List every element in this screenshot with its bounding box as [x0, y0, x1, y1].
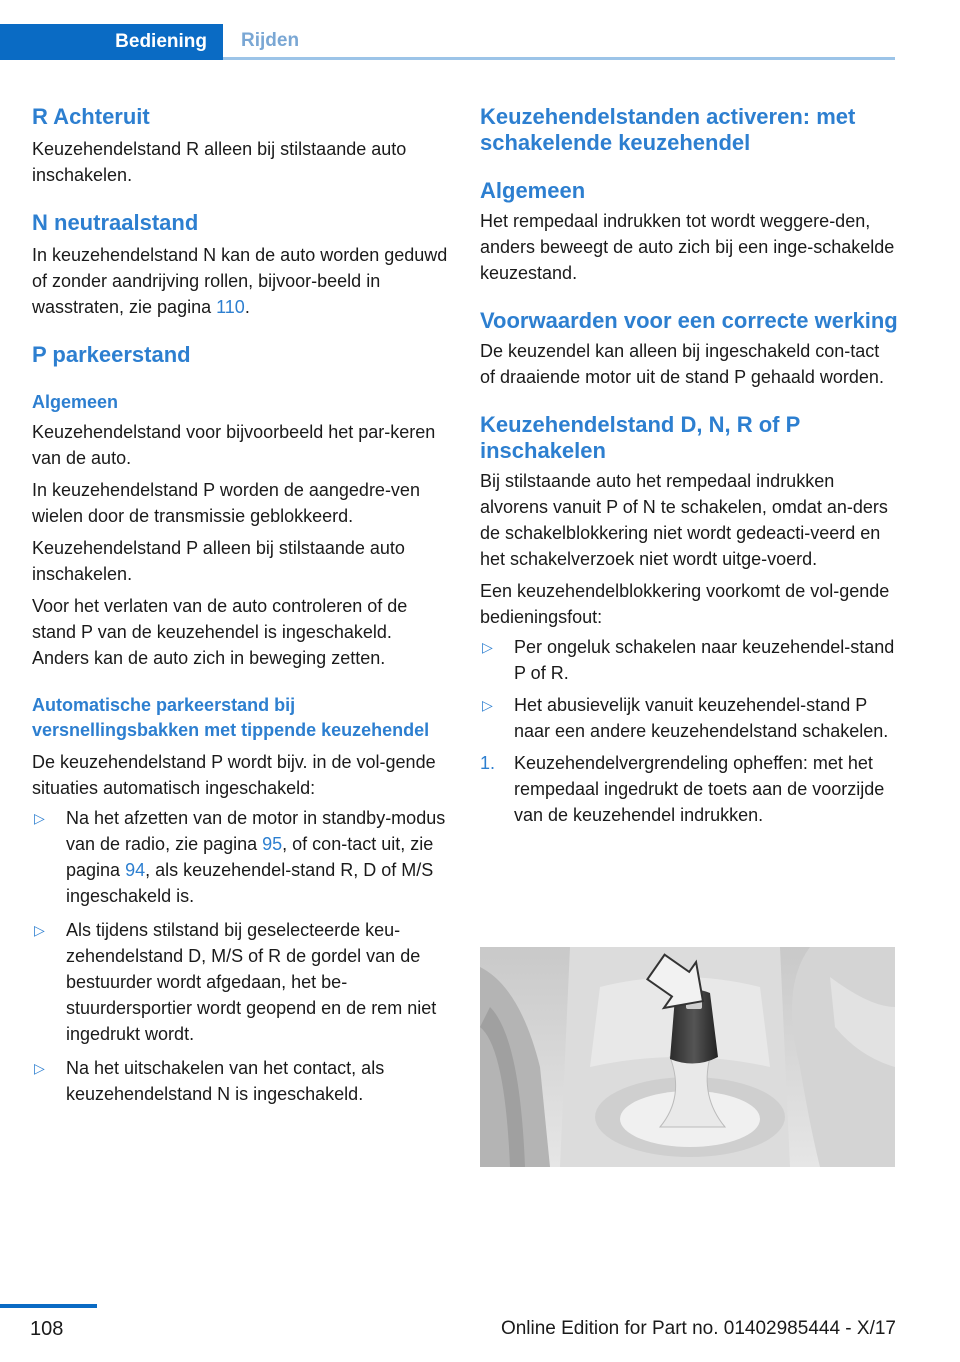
subsection-title-voorwaarden: Voorwaarden voor een correcte werking	[480, 308, 898, 333]
auto-park-list	[32, 805, 450, 1107]
section-title-activeren: Keuzehendelstanden activeren: met schakelende keuzehendel	[480, 104, 856, 155]
algemeen-paragraph: Het rempedaal indrukken tot wordt weggere-den, anders beweegt de auto zich bij een inge-schakelde keuzestand.	[480, 211, 895, 283]
page-link-110[interactable]: 110	[216, 297, 245, 317]
list-item: ▷ Als tijdens stilstand bij geselecteerde keu-zehendelstand D, M/S of R de gordel van de bestuurder wordt afgedaan, het be-stuurdersportier wordt geopend en de rem niet ingedrukt wordt.	[32, 917, 450, 1047]
left-column	[32, 100, 450, 1107]
list-item: ▷ Per ongeluk schakelen naar keuzehendel-stand P of R.	[480, 634, 898, 686]
subsection-title-algemeen-right: Algemeen	[480, 178, 586, 203]
page-link-94[interactable]: 94	[125, 860, 146, 880]
bedieningsfout-list	[480, 634, 898, 744]
list-item: ▷ Na het afzetten van de motor in standby-modus van de radio, zie pagina 95, of con-tact uit, zie pagina 94, als keuzehendel-stand R, D of M/S ingeschakeld is.	[32, 805, 450, 909]
tab-rijden[interactable]: Rijden	[223, 24, 895, 60]
section-title-p: P parkeerstand	[32, 342, 191, 367]
triangle-bullet-icon: ▷	[482, 697, 493, 713]
p-paragraph-1: Keuzehendelstand voor bijvoorbeeld het par-keren van de auto.	[32, 422, 436, 468]
triangle-bullet-icon: ▷	[482, 639, 493, 655]
r-paragraph: Keuzehendelstand R alleen bij stilstaande auto inschakelen.	[32, 139, 407, 185]
p-paragraph-2: In keuzehendelstand P worden de aangedre-ven wielen door de transmissie geblokkeerd.	[32, 480, 420, 526]
edition-note: Online Edition for Part no. 01402985444 - X/17	[500, 1318, 896, 1339]
gear-lever-icon	[480, 947, 895, 1167]
page-number: 108	[30, 1318, 64, 1340]
page-link-95[interactable]: 95	[262, 834, 283, 854]
section-title-r: R Achteruit	[32, 104, 150, 129]
footer-accent-bar	[0, 1304, 97, 1308]
subsection-title-auto-park: Automatische parkeerstand bij versnellingsbakken met tippende keuzehendel	[32, 695, 430, 740]
step-item: 1. Keuzehendelvergrendeling opheffen: met het rempedaal ingedrukt de toets aan de voorzijde van de keuzehendel indrukken.	[480, 750, 898, 828]
triangle-bullet-icon: ▷	[34, 810, 45, 826]
section-title-n: N neutraalstand	[32, 210, 199, 235]
triangle-bullet-icon: ▷	[34, 1060, 45, 1076]
voorwaarden-paragraph: De keuzendel kan alleen bij ingeschakeld con-tact of draaiende motor uit de stand P gehaald worden.	[480, 341, 884, 387]
inschakelen-paragraph-2: Een keuzehendelblokkering voorkomt de vol-gende bedieningsfout:	[480, 581, 890, 627]
list-item: ▷ Na het uitschakelen van het contact, als keuzehendelstand N is ingeschakeld.	[32, 1055, 450, 1107]
gear-selector-illustration	[480, 947, 895, 1167]
subsection-title-algemeen: Algemeen	[32, 392, 119, 412]
tab-bediening[interactable]: Bediening	[0, 24, 223, 60]
n-text: In keuzehendelstand N kan de auto worden geduwd of zonder aandrijving rollen, bijvoor-beeld in wasstraten, zie pagina	[32, 245, 448, 317]
steps-list	[480, 750, 898, 828]
right-column	[480, 100, 898, 828]
list-item: ▷ Het abusievelijk vanuit keuzehendel-stand P naar een andere keuzehendelstand schakelen.	[480, 692, 898, 744]
p-paragraph-4: Voor het verlaten van de auto controleren of de stand P van de keuzehendel is ingeschakeld. Anders kan de auto zich in beweging zetten.	[32, 596, 408, 668]
p-paragraph-3: Keuzehendelstand P alleen bij stilstaande auto inschakelen.	[32, 538, 405, 584]
n-paragraph	[32, 242, 450, 320]
n-text-end: .	[244, 297, 250, 317]
triangle-bullet-icon: ▷	[34, 922, 45, 938]
subsection-title-inschakelen: Keuzehendelstand D, N, R of P inschakelen	[480, 412, 800, 463]
page-header	[0, 0, 960, 64]
step-number: 1.	[480, 753, 496, 773]
auto-paragraph: De keuzehendelstand P wordt bijv. in de vol-gende situaties automatisch ingeschakeld:	[32, 752, 436, 798]
inschakelen-paragraph-1: Bij stilstaande auto het rempedaal indrukken alvorens vanuit P of N te schakelen, omdat an-ders de schakelblokkering niet wordt gedeacti-veerd en het schakelverzoek niet wordt uitge-voerd.	[480, 471, 888, 569]
